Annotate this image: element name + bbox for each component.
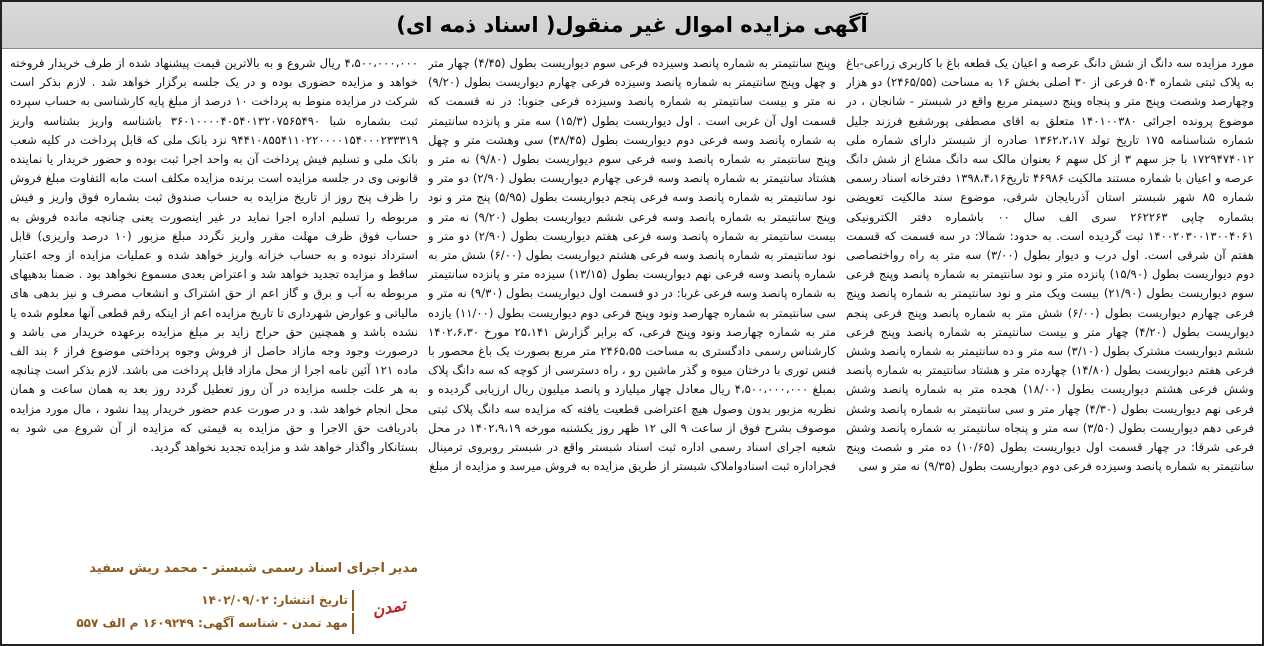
column-middle-text: وپنج سانتیمتر به شماره پانصد وسیزده فرعی سوم دیواریست بطول (۴/۴۵) چهار متر و چهل وپنج سانتیمتر به شماره پانصد وسیزده فرعی چهارم دیواریست بطول (۹/۲۰) نه متر و بیست سانتیمتر به شماره پانصد وسیزده فرعی جنوبا: در نه قسمت که قسمت اول آن غربی است . اول دیواریست بطول (۱۵/۳) سه متر و پانزده سانتیمتر به شماره پانصد وسه فرعی دوم دیواریست بطول (۳۸/۴۵) سی وهشت متر و چهل وپنج سانتیمتر به شماره پانصد وسه فرعی سوم دیواریست بطول (۹/۸۰) نه متر و هشتاد سانتیمتر به شماره پانصد وسه فرعی چهارم دیواریست بطول (۲/۹۰) دو متر و نود سانتیمتر به شماره پانصد وسه فرعی پنجم دیواریست بطول (۵/۹۵) پنج متر و نود وپنج سانتیمتر به شماره پانصد وسه فرعی ششم دیواریست بطول (۹/۲۰) نه متر و بیست سانتیمتر به شماره پانصد وسه فرعی هفتم دیواریست بطول (۲/۹۰) دو متر و نود سانتیمتر به شماره پانصد وسه فرعی هشتم دیواریست بطول (۶/۰۰) شش متر به شماره پانصد وسه فرعی نهم دیواریست بطول (۱۳/۱۵) سیزده متر و پانزده سانتیمتر به شماره پانصد وسه فرعی غربا: در دو قسمت اول دیواریست بطول (۹/۳۰) نه متر و سی سانتیمتر به شماره چهارصد ونود وپنج فرعی دوم دیواریست بطول (۱۱/۰۰) یازده متر به شماره چهارصد ونود وپنج فرعی، که برابر گزارش ۲۵،۱۴۱ مورخ ۱۴۰۲،۶،۳۰ کارشناس رسمی دادگستری به مساحت ۲۴۶۵،۵۵ متر مربع بصورت یک باغ محصور با فنس توری با درختان میوه و گذر ماشین رو ، راه دسترسی از کوچه که سه دانگ پلاک بمبلغ ۴،۵۰۰،۰۰۰،۰۰۰ ریال معادل چهار میلیارد و پانصد میلیون ریال ارزیابی گردیده و نظریه مزبور بدون وصول هیچ اعتراضی قطعیت یافته که مزایده سه دانگ پلاک ثبتی موصوف بشرح فوق از ساعت ۹ الی ۱۲ ظهر روز یکشنبه مورخه ۱۴۰۲،۹،۱۹ در محل شعبه اجرای اسناد رسمی اداره ثبت اسناد شبستر واقع در شبستر روبروی ترمینال فجراداره ثبت اسنادواملاک شبستر از طریق مزایده به فروش میرسد و مزایده از مبلغ (428, 56, 836, 474)
column-left-text: ۴،۵۰۰،۰۰۰،۰۰۰ ریال شروع و به بالاترین قیمت پیشنهاد شده از طرف خریدار فروخته خواهد و مزایده حضوری بوده و در یک جلسه برگزار خواهد شد . لازم بذکر است شرکت در مزایده منوط به پرداخت ۱۰ درصد از مبلغ پایه کارشناسی به حساب سپرده ثبت بشماره شبا ۳۶۰۱۰۰۰۰۴۰۵۴۰۱۳۲۰۷۵۶۵۴۹۰ باشناسه واریز بشناسه واریز ۹۴۴۱۰۸۵۵۴۱۱۰۲۲۰۰۰۰۱۵۴۰۰۰۲۳۳۳۱۹ نزد بانک ملی که قابل پرداخت در کلیه شعب بانک ملی و تسلیم فیش پرداخت آن به واحد اجرا ثبت بوده و حضور خریدار یا نماینده قانونی وی در جلسه مزایده است برنده مزایده مکلف است مابه التفاوت مبلغ فروش را ظرف پنج روز از تاریخ مزایده به حساب صندوق ثبت بشماره فوق واریز و فیش مربوطه را تسلیم اداره اجرا نماید در غیر اینصورت یعنی چنانچه مانده فروش به حساب فوق ظرف مهلت مقرر واریز نگردد مبلغ مزبور (۱۰ درصد واریزی) قابل استرداد نبوده و به حساب خزانه واریز خواهد شده و عملیات مزایده از وجه اعتبار ساقط و مزایده تجدید خواهد شد و اعتراض بعدی مسموع نخواهد بود . ضمنا بدهیهای مربوطه به آب و برق و گاز اعم از حق اشتراک و انشعاب مصرف و نیز بدهی های مالیاتی و عوارض شهرداری تا تاریخ مزایده اعم از اینکه رقم قطعی آنها معلوم شده یا نشده باشد و همچنین حق حراج زاید بر مبلغ مزایده برعهده خریدار می باشد و درصورت وجود وجه مازاد حاصل از فروش وجوه پرداختی موضوع فراز ۶ بند الف ماده ۱۲۱ آئین نامه اجرا از محل مازاد قابل پرداخت می باشد. لازم بذکر است چنانچه به هر علت جلسه مزایده در آن روز تعطیل گردد روز بعد به همان ساعت و همان محل انجام خواهد شد. و در صورت عدم حضور خریدار پیدا نشود ، مال مورد مزایده بادریافت حق الاجرا و حق مزایده به قیمتی که مزایده از آن شروع می شود به بستانکار واگذار خواهد شد و مزایده تجدید نخواهد گردید. (10, 56, 418, 455)
notice-title: آگهی مزایده اموال غیر منقول( اسناد ذمه ای) (396, 13, 868, 37)
column-left (10, 54, 418, 636)
signature: مدیر اجرای اسناد رسمی شبستر - محمد ریش سفید (89, 561, 418, 576)
meta-block (10, 590, 354, 636)
newspaper-logo: تمدن (370, 595, 408, 621)
column-right (846, 54, 1254, 636)
column-middle (428, 54, 836, 636)
title-bar (2, 2, 1262, 49)
column-right-text: مورد مزایده سه دانگ از شش دانگ عرصه و اعیان یک قطعه باغ با کاربری زراعی-باغ به پلاک ثبتی شماره ۵۰۴ فرعی از ۳۰ اصلی بخش ۱۶ به مساحت (۲۴۶۵/۵۵) دو هزار وچهارصد وشصت وپنج متر و پنجاه وپنج دسیمتر مربع واقع در شبستر - شانجان ، در موضوع پرونده اجرائی ۱۴۰۱۰۰۳۸۰ متعلق به اقای مصطفی پورشفیع فرزند جلیل شماره شناسنامه ۱۷۵ تاریخ تولد ۱۳۶۲،۲،۱۷ صادره از شبستر دارای شماره ملی ۱۷۲۹۴۷۴۰۱۲ با جز سهم ۳ از کل سهم ۶ بعنوان مالک سه دانگ مشاع از شش دانگ عرصه و اعیان با شماره مستند مالکیت ۴۶۹۸۶ تاریخ۱۳۹۸،۴،۱۶ دفترخانه اسناد رسمی شماره ۸۵ شهر شبستر استان آذربایجان شرقی، موضوع سند مالکیت تعویضی بشماره چاپی ۲۶۲۲۶۳ سری الف سال ۰۰ باشماره دفتر الکترونیکی ۱۴۰۰۲۰۳۰۰۱۳۰۰۴۰۶۱ ثبت گردیده است. به حدود: شمالا: در سه قسمت که قسمت هفتم آن شرقی است. اول درب و دیوار بطول (۳/۰۰) سه متر به راه رواختصاصی دوم دیواریست بطول (۱۵/۹۰) پانزده متر و نود سانتیمتر به شماره پانصد وپنج فرعی سوم دیواریست بطول (۲۱/۹۰) بیست ویک متر و نود سانتیمتر به شماره پانصد وپنج فرعی چهارم دیواریست بطول (۶/۰۰) شش متر به شماره پانصد وپنج فرعی پنجم دیواریست بطول (۴/۲۰) چهار متر و بیست سانتیمتر به شماره پانصد وپنج فرعی ششم دیواریست مشترک بطول (۳/۱۰) سه متر و ده سانتیمتر به شماره پانصد وشش فرعی هفتم دیواریست بطول (۱۴/۸۰) چهارده متر و هشتاد سانتیمتر به شماره پانصد وشش فرعی هشتم دیواریست بطول (۱۸/۰۰) هجده متر به شماره پانصد وشش فرعی نهم دیواریست بطول (۴/۳۰) چهار متر و سی سانتیمتر به شماره پانصد وشش فرعی دهم دیواریست بطول (۳/۵۰) سه متر و پنجاه سانتیمتر به شماره پانصد وشش فرعی شرقا: در چهار قسمت اول دیواریست بطول (۱۰/۶۵) ده متر و شصت وپنج سانتیمتر به شماره پانصد وسیزده فرعی دوم دیواریست بطول (۹/۳۵) نه متر و سی (846, 56, 1254, 474)
footer-meta (10, 580, 418, 636)
publish-date: تاریخ انتشار: ۱۴۰۲/۰۹/۰۲ (10, 590, 354, 611)
ad-id: مهد تمدن - شناسه آگهی: ۱۶۰۹۲۴۹ م الف ۵۵۷ (10, 613, 354, 634)
notice-columns (10, 54, 1254, 636)
column-left-body (10, 54, 418, 556)
